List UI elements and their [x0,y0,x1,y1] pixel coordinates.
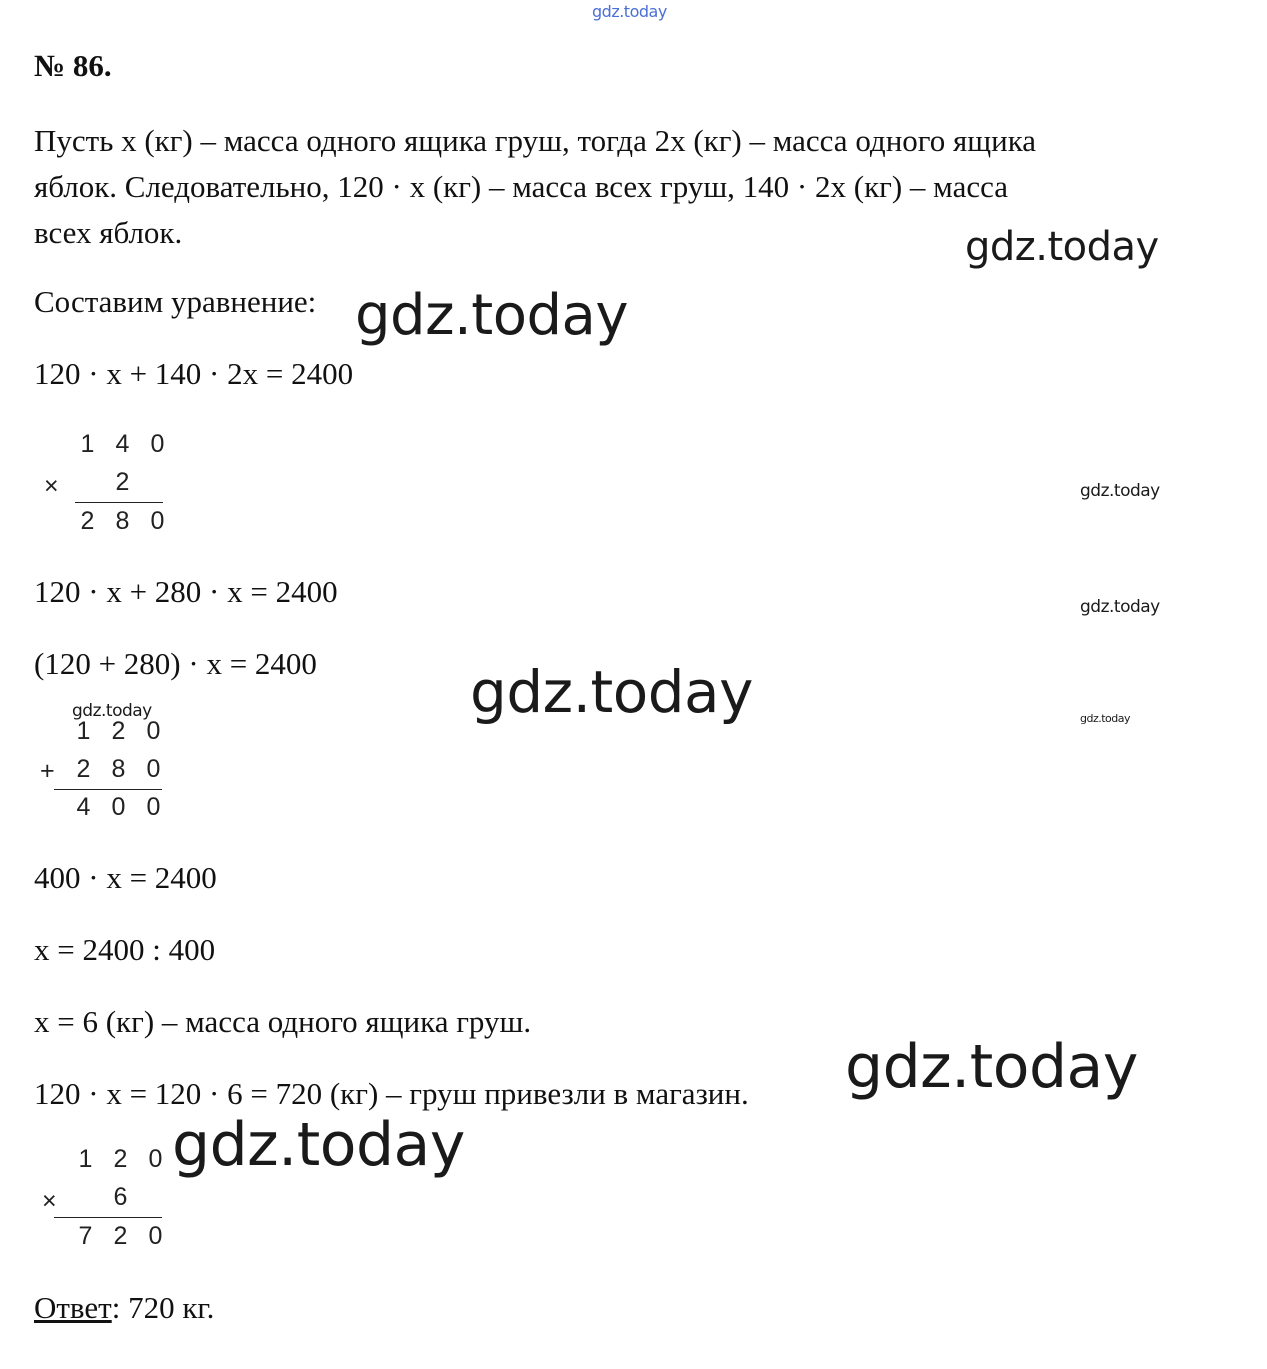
multiplication-120-by-6 [42,1145,178,1255]
answer-value: : 720 кг. [111,1290,215,1325]
equation-6: x = 6 (кг) – масса одного ящика груш. [34,1004,532,1039]
operand-b: 2 [115,468,130,496]
operand-b: 6 [113,1183,128,1211]
multiplication-140-by-2 [44,430,180,540]
equation-7: 120 · x = 120 · 6 = 720 (кг) – груш привезли в магазин. [34,1076,749,1111]
equation-1: 120 · x + 140 · 2x = 2400 [34,356,354,391]
multiply-sign: × [42,1187,57,1215]
result-line [75,502,163,503]
answer [34,1290,214,1326]
watermark: gdz.today [965,224,1159,270]
operand-a: 1 4 0 [80,430,165,458]
equation-4: 400 · x = 2400 [34,860,217,895]
result: 2 8 0 [80,507,165,535]
problem-number: № 86. [34,48,112,83]
watermark: gdz.today [470,658,753,726]
watermark: gdz.today [1080,597,1160,617]
answer-label: Ответ [34,1290,112,1325]
plus-sign: + [40,757,55,785]
watermark-top: gdz.today [592,2,667,21]
watermark: gdz.today [845,1032,1138,1102]
intro-line-3: всех яблок. [34,215,183,250]
equation-5: x = 2400 : 400 [34,932,216,967]
watermark: gdz.today [1080,481,1160,501]
result: 4 0 0 [76,793,161,821]
operand-b: 2 8 0 [76,755,161,783]
equation-3: (120 + 280) · x = 2400 [34,646,317,681]
addition-120-and-280 [40,717,176,827]
watermark: gdz.today [72,701,152,721]
intro-paragraph [34,118,1214,256]
compose-label: Составим уравнение: [34,284,317,319]
multiply-sign: × [44,472,59,500]
result-line [54,1217,162,1218]
watermark: gdz.today [355,283,629,348]
operand-a: 1 2 0 [78,1145,163,1173]
intro-line-1: Пусть x (кг) – масса одного ящика груш, тогда 2x (кг) – масса одного ящика [34,123,1037,158]
result: 7 2 0 [78,1222,163,1250]
operand-a: 1 2 0 [76,717,161,745]
intro-line-2: яблок. Следовательно, 120 · x (кг) – масса всех груш, 140 · 2x (кг) – масса [34,169,1009,204]
watermark: gdz.today [1080,712,1131,725]
equation-2: 120 · x + 280 · x = 2400 [34,574,338,609]
result-line [54,789,162,790]
watermark: gdz.today [172,1110,465,1180]
